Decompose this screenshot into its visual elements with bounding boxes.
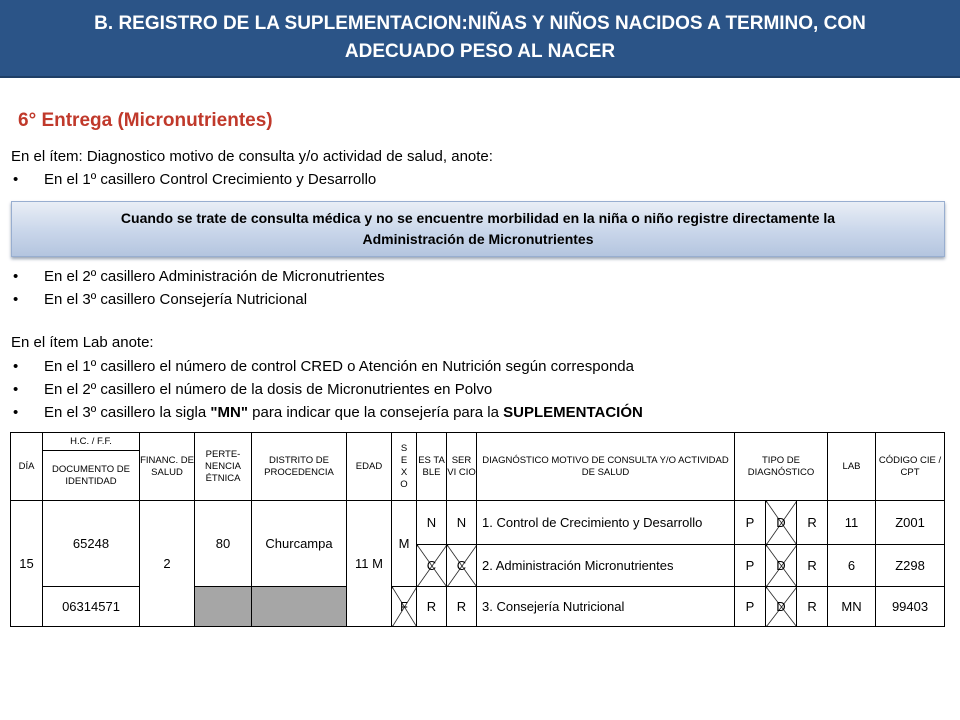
col-header-dia: DÍA [11, 433, 43, 501]
cell-dia: 15 [11, 501, 43, 627]
col-header-sexo [392, 433, 417, 501]
page-header [0, 0, 960, 78]
cell-perte: 80 [195, 501, 252, 587]
lab-bullet-1: En el 1º casillero el número de control CRED o Atención en Nutrición según corresponda [44, 358, 634, 375]
cell-distrito-blank [252, 587, 347, 627]
registro-table [10, 432, 945, 627]
cell-diagnostico: 1. Control de Crecimiento y Desarrollo [477, 501, 735, 545]
diag-bullet-3: En el 3º casillero Consejería Nutricional [44, 291, 308, 308]
cell-tipo-r: R [797, 545, 828, 587]
note-callout [11, 201, 945, 257]
col-header-tipo: TIPO DE DIAGNÓSTICO [735, 433, 828, 501]
col-header-perte: PERTE- NENCIA ÉTNICA [195, 433, 252, 501]
lab-bullet-2: En el 2º casillero el número de la dosis de Micronutrientes en Polvo [44, 381, 493, 398]
bullet-dot: • [13, 268, 19, 285]
lab-bullet-3-bold: SUPLEMENTACIÓN [503, 404, 643, 421]
col-header-lab: LAB [828, 433, 876, 501]
bullet-dot: • [13, 381, 19, 398]
cell-estable: N [417, 501, 447, 545]
page-title-line-1: B. REGISTRO DE LA SUPLEMENTACION:NIÑAS Y NIÑOS NACIDOS A TERMINO, CON [94, 13, 866, 34]
cell-diagnostico: 2. Administración Micronutrientes [477, 545, 735, 587]
callout-line-1: Cuando se trate de consulta médica y no se encuentre morbilidad en la niña o niño registre directamente la [120, 210, 836, 226]
sexo-letter: E [400, 454, 408, 466]
cell-servicio: N [447, 501, 477, 545]
cell-codigo: 99403 [876, 587, 945, 627]
cell-perte-blank [195, 587, 252, 627]
col-header-edad: EDAD [347, 433, 392, 501]
col-header-servicio: SER VI CIO [447, 433, 477, 501]
cell-estable: R [417, 587, 447, 627]
cell-tipo-d: D [766, 587, 797, 627]
sexo-letter: O [400, 478, 408, 490]
cell-edad: 11 M [347, 501, 392, 627]
col-header-hc: H.C. / F.F. [43, 433, 140, 451]
cell-servicio: C [447, 545, 477, 587]
cell-distrito: Churcampa [252, 501, 347, 587]
cell-lab: 6 [828, 545, 876, 587]
cell-tipo-d: D [766, 545, 797, 587]
lab-bullet-3-sigla: "MN" [210, 404, 248, 421]
cell-tipo-p: P [735, 501, 766, 545]
cell-documento: 06314571 [43, 587, 140, 627]
lab-bullet-3-pre: En el 3º casillero la sigla [44, 404, 211, 421]
cell-codigo: Z001 [876, 501, 945, 545]
cell-lab: MN [828, 587, 876, 627]
bullet-dot: • [13, 171, 19, 188]
cell-hc: 65248 [43, 501, 140, 587]
col-header-diagnostico: DIAGNÓSTICO MOTIVO DE CONSULTA Y/O ACTIVIDAD DE SALUD [477, 433, 735, 501]
cell-diagnostico: 3. Consejería Nutricional [477, 587, 735, 627]
cell-financ: 2 [140, 501, 195, 627]
cell-sexo-m: M [392, 501, 417, 587]
bullet-dot: • [13, 291, 19, 308]
col-header-distrito: DISTRITO DE PROCEDENCIA [252, 433, 347, 501]
sexo-letter: S [400, 442, 408, 454]
cell-lab: 11 [828, 501, 876, 545]
col-header-financ: FINANC. DE SALUD [140, 433, 195, 501]
cell-tipo-p: P [735, 587, 766, 627]
diag-bullet-2: En el 2º casillero Administración de Micronutrientes [44, 268, 385, 285]
cell-tipo-r: R [797, 587, 828, 627]
page-title-line-2: ADECUADO PESO AL NACER [344, 41, 616, 62]
lab-bullet-3-mid: para indicar que la consejería para la [247, 404, 504, 421]
cell-codigo: Z298 [876, 545, 945, 587]
bullet-dot: • [13, 358, 19, 375]
bullet-dot: • [13, 404, 19, 421]
cell-sexo-f: F [392, 587, 417, 627]
intro-lab: En el ítem Lab anote: [11, 334, 154, 351]
callout-line-2: Administración de Micronutrientes [362, 231, 594, 247]
cell-servicio: R [447, 587, 477, 627]
cell-tipo-d: D [766, 501, 797, 545]
intro-diagnostico: En el ítem: Diagnostico motivo de consulta y/o actividad de salud, anote: [11, 148, 493, 165]
col-header-documento: DOCUMENTO DE IDENTIDAD [43, 451, 140, 501]
col-header-estable: ES TA BLE [417, 433, 447, 501]
col-header-codigo: CÓDIGO CIE / CPT [876, 433, 945, 501]
diag-bullet-1: En el 1º casillero Control Crecimiento y Desarrollo [44, 171, 377, 188]
cell-estable: C [417, 545, 447, 587]
lab-bullet-3 [44, 404, 643, 421]
sexo-letter: X [400, 466, 408, 478]
section-subtitle: 6° Entrega (Micronutrientes) [18, 110, 273, 131]
cell-tipo-p: P [735, 545, 766, 587]
cell-tipo-r: R [797, 501, 828, 545]
